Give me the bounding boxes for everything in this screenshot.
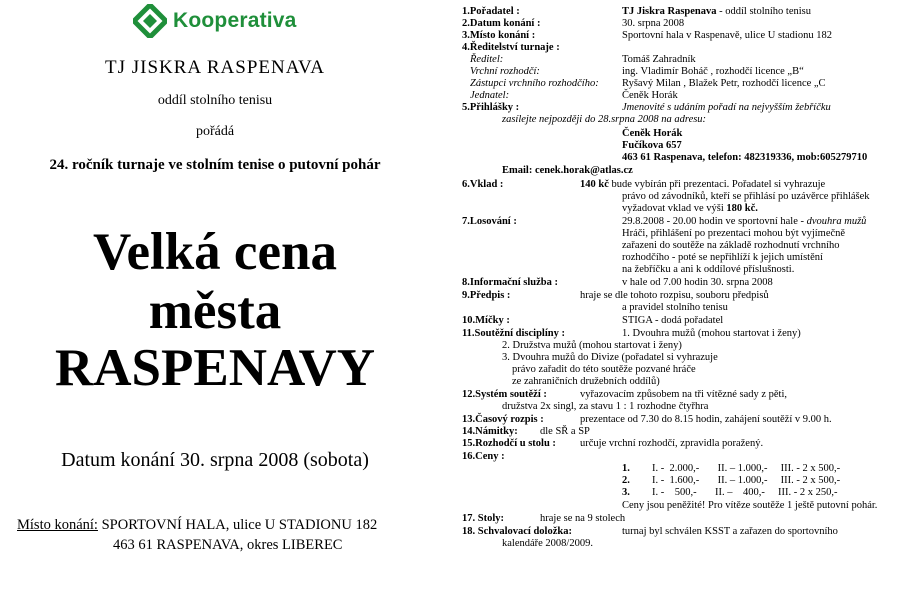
detail-key: 5.Přihlášky : [462, 102, 520, 113]
organizer-title: TJ JISKRA RASPENAVA [105, 57, 325, 78]
detail-key: 18. Schvalovací doložka: [462, 526, 572, 537]
event-date: Datum konání 30. srpna 2008 (sobota) [61, 449, 369, 471]
detail-value: 140 kč bude vybírán při prezentaci. Pořadatel si vyhrazuje [580, 179, 826, 190]
hosts-text: pořádá [195, 124, 235, 139]
detail-value: Jmenovité s udáním pořadí na nejvyšším žebříčku [622, 102, 831, 113]
detail-key: 10.Míčky : [462, 315, 510, 326]
detail-value: Čeněk Horák [622, 90, 678, 101]
detail-key: 8.Informační služba : [462, 277, 558, 288]
detail-value: Ryšavý Milan , Blažek Petr, rozhodčí licence „C [622, 78, 826, 89]
detail-value: 29.8.2008 - 20.00 hodin ve sportovní hale - dvouhra mužů [622, 216, 867, 227]
detail-key: Jednatel: [470, 90, 510, 101]
detail-key: Zástupci vrchního rozhodčího: [470, 78, 599, 89]
detail-value: právo zařadit do této soutěže pozvané hráče [512, 364, 696, 375]
detail-value: 1. Dvouhra mužů (mohou startovat i ženy) [622, 328, 801, 339]
detail-value: rozhodčího - poté se nepřihlíží k jejich umístění [622, 252, 823, 263]
detail-value: zasílejte nejpozději do 28.srpna 2008 na adresu: [502, 114, 707, 125]
detail-value: Fučíkova 657 [622, 140, 682, 151]
kooperativa-logo-icon [133, 4, 167, 38]
detail-key: 4.Ředitelství turnaje : [462, 42, 560, 53]
detail-value: určuje vrchní rozhodčí, zpravidla poražený. [580, 438, 764, 449]
prize-rank: 3. [622, 487, 630, 498]
detail-value: 3. Dvouhra mužů do Divize (pořadatel si vyhrazuje [502, 352, 718, 363]
prize-values: I. - 500,- II. – 400,- III. - 2 x 250,- [652, 487, 838, 498]
tournament-title: 24. ročník turnaje ve stolním tenise o putovní pohár [49, 157, 381, 173]
detail-key: 1.Pořadatel : [462, 6, 520, 17]
main-title-line-3: RASPENAVY [54, 339, 376, 397]
detail-value: právo od závodníků, kteří se přihlásí po uzávěrce přihlášek [622, 191, 870, 202]
detail-value: Email: cenek.horak@atlas.cz [502, 165, 633, 176]
event-place-label: Místo konání: [17, 517, 98, 533]
detail-key: 13.Časový rozpis : [462, 414, 544, 425]
detail-key: 16.Ceny : [462, 451, 505, 462]
detail-value: vyřazovacím způsobem na tři vítězné sady z pěti, [580, 389, 788, 400]
detail-value: ing. Vladimír Boháč , rozhodčí licence „B“ [622, 66, 804, 77]
prize-rank: 2. [622, 475, 630, 486]
detail-key: 9.Předpis : [462, 290, 511, 301]
detail-key: 6.Vklad : [462, 179, 504, 190]
event-place-line-2: 463 61 RASPENAVA, okres LIBEREC [113, 537, 343, 553]
detail-value: prezentace od 7.30 do 8.15 hodin, zahájení soutěží v 9.00 h. [580, 414, 832, 425]
detail-value: vyžadovat vklad ve výši 180 kč. [622, 203, 758, 214]
event-place-address: SPORTOVNÍ HALA, ulice U STADIONU 182 [97, 517, 378, 533]
prize-values: I. - 1.600,- II. – 1.000,- III. - 2 x 500,- [652, 475, 841, 486]
detail-value: na žebříčku a ani k oddílové příslušnosti. [622, 264, 795, 275]
detail-key: Ředitel: [470, 54, 504, 65]
detail-value: Hráči, přihlášení po prezentaci mohou být vyjímečně [622, 228, 846, 239]
detail-value: a pravidel stolního tenisu [622, 302, 728, 313]
event-place-line-1 [17, 517, 377, 534]
detail-value: TJ Jiskra Raspenava - oddíl stolního tenisu [622, 6, 812, 17]
detail-key: 11.Soutěžní disciplíny : [462, 328, 565, 339]
detail-key: 12.Systém soutěží : [462, 389, 547, 400]
detail-value: 30. srpna 2008 [622, 18, 685, 29]
detail-value: Čeněk Horák [622, 128, 683, 139]
detail-key: 17. Stoly: [462, 513, 504, 524]
detail-value: STIGA - dodá pořadatel [622, 315, 724, 326]
main-title-line-2: města [148, 282, 282, 340]
detail-key: 3.Místo konání : [462, 30, 536, 41]
detail-key: 14.Námitky: [462, 426, 518, 437]
detail-key: 2.Datum konání : [462, 18, 541, 29]
detail-value: Sportovní hala v Raspenavě, ulice U stadionu 182 [622, 30, 832, 41]
detail-value: Tomáš Zahradník [622, 54, 696, 65]
detail-key: 7.Losování : [462, 216, 517, 227]
prize-values: I. - 2.000,- II. – 1.000,- III. - 2 x 500,- [652, 463, 841, 474]
detail-value: kalendáře 2008/2009. [502, 538, 593, 549]
logo-text: Kooperativa [173, 9, 297, 32]
detail-value: dle SŘ a SP [540, 426, 590, 437]
section-name: oddíl stolního tenisu [157, 93, 273, 108]
detail-value: hraje se na 9 stolech [540, 513, 626, 524]
detail-key: Vrchní rozhodčí: [470, 66, 540, 77]
detail-value: Ceny jsou peněžité! Pro vítěze soutěže 1 ještě putovní pohár. [622, 500, 878, 511]
detail-value: družstva 2x singl, za stavu 1 : 1 rozhodne čtyřhra [502, 401, 709, 412]
detail-value: zařazeni do soutěže na základě rozhodnutí vrchního [622, 240, 840, 251]
detail-value: turnaj byl schválen KSST a zařazen do sportovního [622, 526, 838, 537]
detail-key: 15.Rozhodčí u stolu : [462, 438, 556, 449]
main-title-line-1: Velká cena [93, 223, 337, 281]
prize-rank: 1. [622, 463, 630, 474]
detail-value: 2. Družstva mužů (mohou startovat i ženy) [502, 340, 682, 351]
kooperativa-logo [133, 4, 297, 38]
detail-value: 463 61 Raspenava, telefon: 482319336, mob:605279710 [622, 152, 868, 163]
detail-value: ze zahraničních družebních oddílů) [512, 376, 660, 387]
detail-value: hraje se dle tohoto rozpisu, souboru předpisů [580, 290, 769, 301]
detail-value: v hale od 7.00 hodin 30. srpna 2008 [622, 277, 773, 288]
